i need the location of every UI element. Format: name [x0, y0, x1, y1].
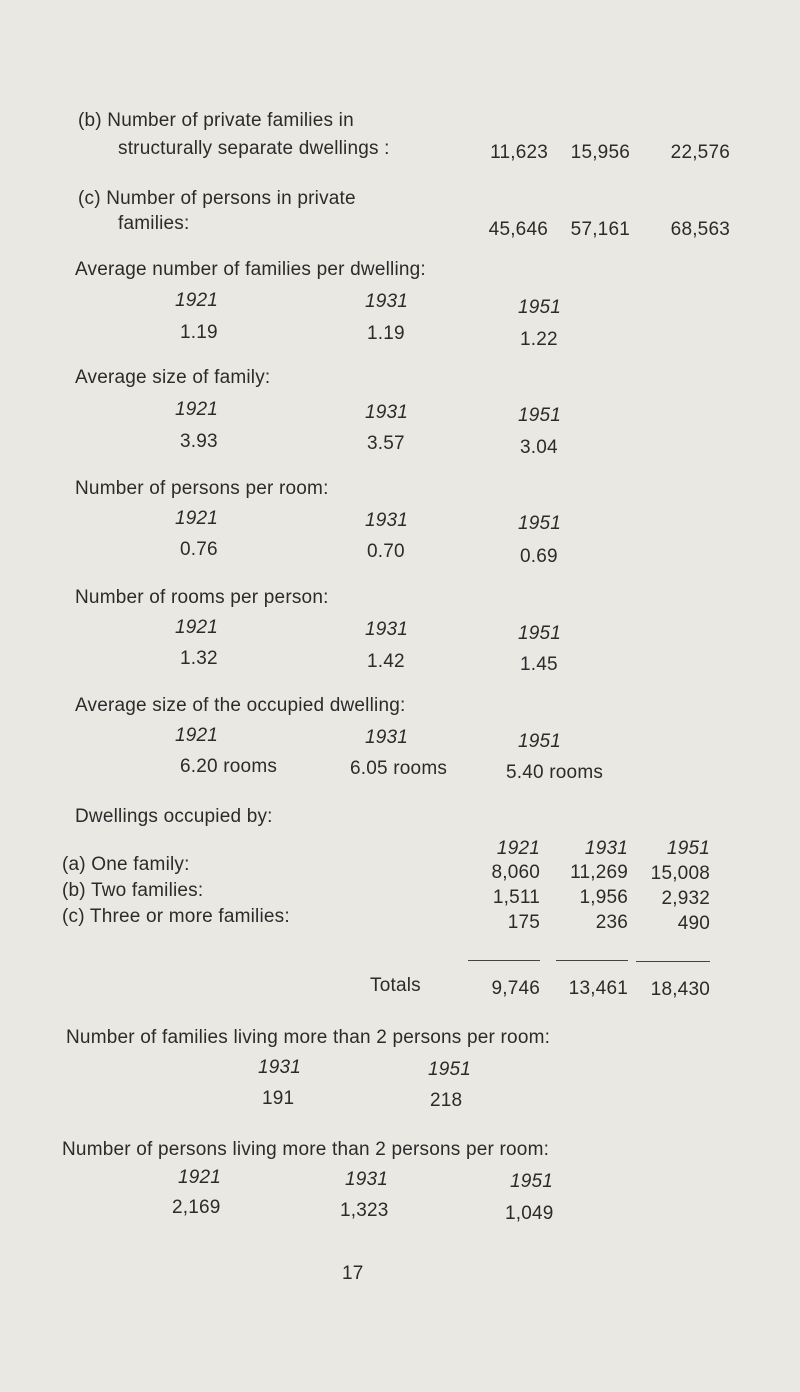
year-label: 1951: [428, 1059, 472, 1080]
value: 0.76: [180, 539, 218, 560]
year-label: 1931: [345, 1169, 389, 1190]
table-cell: 175: [507, 912, 540, 933]
year-label: 1931: [365, 291, 409, 312]
item-b-value-1931: 15,956: [570, 142, 630, 163]
section-family-size-title: Average size of family:: [75, 367, 271, 388]
year-label: 1951: [518, 297, 562, 318]
year-label: 1931: [258, 1057, 302, 1078]
year-label: 1931: [365, 510, 409, 531]
value: 1.19: [367, 323, 405, 344]
value: 0.70: [367, 541, 405, 562]
table-cell: 490: [677, 913, 710, 934]
year-label: 1921: [175, 725, 219, 746]
item-b-line1: (b) Number of private families in: [78, 110, 354, 131]
value: 1,323: [340, 1200, 389, 1221]
table-cell: 15,008: [650, 863, 710, 884]
year-label: 1921: [175, 290, 219, 311]
families-overcrowded-title: Number of families living more than 2 persons per room:: [66, 1027, 551, 1048]
item-b-value-1951: 22,576: [670, 142, 730, 163]
value: 3.93: [180, 431, 218, 452]
value: 1.32: [180, 648, 218, 669]
section-rooms-per-person-title: Number of rooms per person:: [75, 587, 329, 608]
totals-cell: 18,430: [650, 979, 710, 1000]
table-cell: 236: [595, 912, 628, 933]
item-c-value-1931: 57,161: [570, 219, 630, 240]
totals-cell: 13,461: [568, 978, 628, 999]
year-label: 1931: [365, 402, 409, 423]
section-persons-per-room-title: Number of persons per room:: [75, 478, 329, 499]
year-label: 1931: [365, 727, 409, 748]
year-label: 1931: [365, 619, 409, 640]
item-c-value-1951: 68,563: [670, 219, 730, 240]
item-c-line2: families:: [118, 213, 190, 234]
value: 1.42: [367, 651, 405, 672]
dwellings-row-label: (b) Two families:: [62, 880, 204, 901]
value: 6.20 rooms: [180, 756, 278, 777]
table-cell: 8,060: [491, 862, 540, 883]
dwellings-row-label: (a) One family:: [62, 854, 190, 875]
table-cell: 2,932: [661, 888, 710, 909]
section-families-per-dwelling-title: Average number of families per dwelling:: [75, 259, 426, 280]
value: 2,169: [172, 1197, 221, 1218]
dwellings-title: Dwellings occupied by:: [75, 806, 273, 827]
value: 0.69: [520, 546, 558, 567]
year-label: 1951: [518, 623, 562, 644]
item-c-value-1921: 45,646: [488, 219, 548, 240]
value: 3.04: [520, 437, 558, 458]
year-label: 1951: [510, 1171, 554, 1192]
year-label: 1951: [518, 405, 562, 426]
table-cell: 1,511: [492, 887, 540, 908]
year-label: 1921: [175, 399, 219, 420]
value: 6.05 rooms: [350, 758, 448, 779]
value: 5.40 rooms: [506, 762, 604, 783]
persons-overcrowded-title: Number of persons living more than 2 persons per room:: [62, 1139, 550, 1160]
year-label: 1921: [178, 1167, 222, 1188]
value: 3.57: [367, 433, 405, 454]
value: 1.45: [520, 654, 558, 675]
section-dwelling-size-title: Average size of the occupied dwelling:: [75, 695, 406, 716]
item-b-line2: structurally separate dwellings :: [118, 138, 390, 159]
sum-rule: [468, 960, 540, 961]
sum-rule: [636, 961, 710, 962]
dwellings-row-label: (c) Three or more families:: [62, 906, 290, 927]
year-label: 1951: [518, 731, 562, 752]
year-label: 1951: [666, 838, 710, 859]
value: 218: [430, 1090, 463, 1111]
value: 1.19: [180, 322, 218, 343]
value: 1.22: [520, 329, 558, 350]
totals-label: Totals: [370, 975, 421, 996]
year-label: 1931: [584, 838, 628, 859]
value: 191: [262, 1088, 295, 1109]
page-number: 17: [342, 1263, 364, 1284]
table-cell: 1,956: [579, 887, 628, 908]
table-cell: 11,269: [570, 862, 628, 883]
sum-rule: [556, 960, 628, 961]
item-b-value-1921: 11,623: [490, 142, 548, 163]
year-label: 1921: [496, 838, 540, 859]
year-label: 1951: [518, 513, 562, 534]
value: 1,049: [505, 1203, 554, 1224]
year-label: 1921: [175, 508, 219, 529]
item-c-line1: (c) Number of persons in private: [78, 188, 356, 209]
year-label: 1921: [175, 617, 219, 638]
totals-cell: 9,746: [491, 978, 540, 999]
